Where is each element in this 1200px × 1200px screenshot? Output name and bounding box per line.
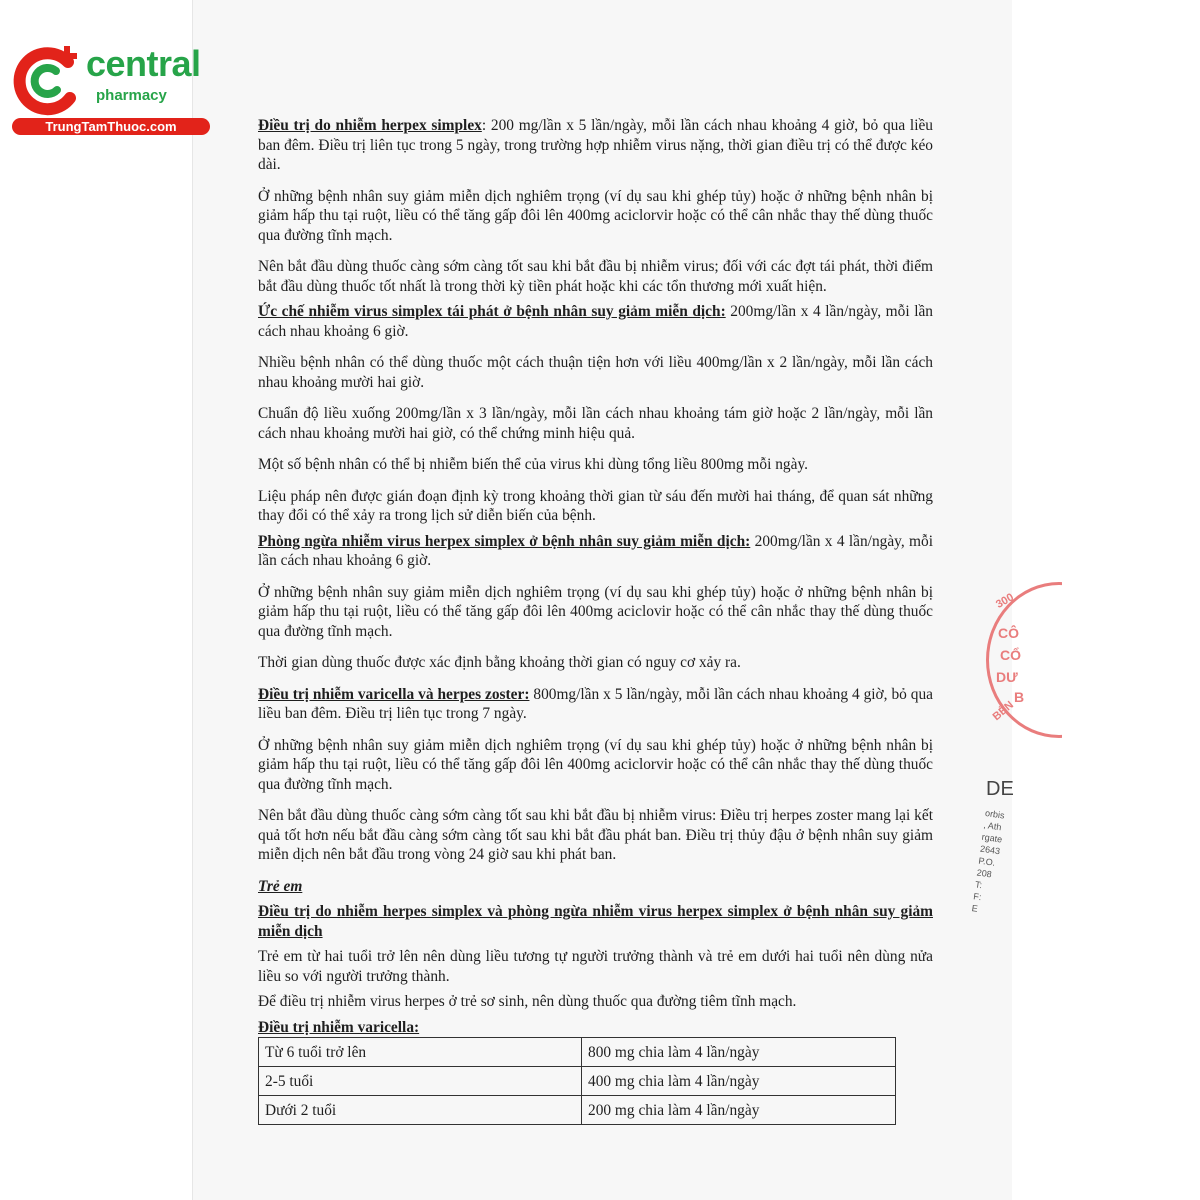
side-line: P.O. <box>977 855 996 868</box>
paragraph: Điều trị nhiễm varicella và herpes zoster: 800mg/lần x 5 lần/ngày, mỗi lần cách nhau khoảng 4 giờ, bỏ qua liều ban đêm. Điều trị liên tục trong 7 ngày. <box>258 685 933 722</box>
stamp-text: CÔ <box>998 625 1019 641</box>
table-row <box>259 1067 896 1096</box>
table-cell-age: 2-5 tuổi <box>259 1067 582 1096</box>
paragraph: Để điều trị nhiễm virus herpes ở trẻ sơ sinh, nên dùng thuốc qua đường tiêm tĩnh mạch. <box>258 993 797 1010</box>
children-subheading: Điều trị do nhiễm herpes simplex và phòng ngừa nhiễm virus herpex simplex ở bệnh nhân suy giảm miễn dịch <box>258 903 933 940</box>
paragraph: Liệu pháp nên được gián đoạn định kỳ trong khoảng thời gian từ sáu đến mười hai tháng, để quan sát những thay đổi có thể xảy ra trong lịch sử diễn biến của bệnh. <box>258 487 933 524</box>
paragraph: Ở những bệnh nhân suy giảm miễn dịch nghiêm trọng (ví dụ sau khi ghép tủy) hoặc ở những bệnh nhân bị giảm hấp thu tại ruột, liều có thể tăng gấp đôi lên 400mg aciclorvir hoặc có thể cân nhắc thay thế dùng thuốc qua đường tĩnh mạch. <box>258 187 933 244</box>
paragraph: Thời gian dùng thuốc được xác định bằng khoảng thời gian có nguy cơ xảy ra. <box>258 654 741 671</box>
table-cell-age: Dưới 2 tuổi <box>259 1096 582 1125</box>
paragraph: Trẻ em từ hai tuổi trở lên nên dùng liều tương tự người trưởng thành và trẻ em dưới hai tuổi nên dùng nửa liều so với người trưởng thành. <box>258 948 933 985</box>
paragraph: Nhiều bệnh nhân có thể dùng thuốc một cách thuận tiện hơn với liều 400mg/lần x 2 lần/ngày, mỗi lần cách nhau khoảng mười hai giờ. <box>258 354 933 391</box>
paragraph: Điều trị do nhiễm herpex simplex: 200 mg/lần x 5 lần/ngày, mỗi lần cách nhau khoảng 4 giờ, bỏ qua liều ban đêm. Điều trị liên tục trong 5 ngày, trong trường hợp nhiễm virus nặng, thời gian điều trị có thể được kéo dài. <box>258 117 933 173</box>
paragraph: Ức chế nhiễm virus simplex tái phát ở bệnh nhân suy giảm miễn dịch: 200mg/lần x 4 lần/ngày, mỗi lần cách nhau khoảng 6 giờ. <box>258 303 933 340</box>
stamp-text: 300 <box>993 591 1016 611</box>
logo-mark-icon <box>10 38 90 118</box>
stamp-text: B <box>1014 689 1025 705</box>
table-cell-dose: 400 mg chia làm 4 lần/ngày <box>582 1067 896 1096</box>
side-line: 2643 <box>979 843 1001 857</box>
paragraph: Ở những bệnh nhân suy giảm miễn dịch nghiêm trọng (ví dụ sau khi ghép tủy) hoặc ở những bệnh nhân bị giảm hấp thu tại ruột, liều có thể tăng gấp đôi lên 400mg aciclorvir hoặc có thể cân nhắc thay thế dùng thuốc qua đường tĩnh mạch. <box>258 736 933 793</box>
varicella-heading: Điều trị nhiễm varicella: <box>258 1018 420 1036</box>
paragraph: Ở những bệnh nhân suy giảm miễn dịch nghiêm trọng (ví dụ sau khi ghép tủy) hoặc ở những bệnh nhân bị giảm hấp thu tại ruột, liều có thể tăng gấp đôi lên 400mg aciclovir hoặc có thể cân nhắc thay thế dùng thuốc qua đường tĩnh mạch. <box>258 583 933 640</box>
side-line: rgate <box>981 831 1003 845</box>
stamp-text: CỔ <box>1000 647 1021 663</box>
stamp-text: DƯ <box>996 669 1018 685</box>
dosage-table <box>258 1037 896 1125</box>
table-row <box>259 1096 896 1125</box>
paragraph: Một số bệnh nhân có thể bị nhiễm biến thể của virus khi dùng tổng liều 800mg mỗi ngày. <box>258 456 808 473</box>
stamp-text: BẾN <box>990 699 1017 724</box>
table-cell-dose: 200 mg chia làm 4 lần/ngày <box>582 1096 896 1125</box>
logo-url-banner: TrungTamThuoc.com <box>12 118 210 135</box>
red-stamp <box>982 582 1062 742</box>
side-line: 208 <box>976 867 993 880</box>
logo-name: central <box>86 43 201 84</box>
page-edge <box>192 0 193 1200</box>
table-row <box>259 1038 896 1067</box>
side-heading: DE <box>986 778 1014 800</box>
paragraph: Chuẩn độ liều xuống 200mg/lần x 3 lần/ngày, mỗi lần cách nhau khoảng tám giờ hoặc 2 lần/ngày, mỗi lần cách nhau khoảng mười hai giờ, có thể chứng minh hiệu quả. <box>258 405 933 442</box>
side-line: T: <box>974 879 983 891</box>
side-margin-text <box>971 778 1014 915</box>
table-cell-dose: 800 mg chia làm 4 lần/ngày <box>582 1038 896 1067</box>
side-line: E <box>971 903 979 914</box>
paragraph: Nên bắt đầu dùng thuốc càng sớm càng tốt sau khi bắt đầu bị nhiễm virus: Điều trị herpes zoster mang lại kết quả tốt hơn nếu bắt đầu càng sớm càng tốt sau khi bắt đầu phát ban. Điều trị thủy đậu ở bệnh nhân suy giảm miễn dịch nên bắt đầu trong vòng 24 giờ sau khi phát ban. <box>258 807 933 863</box>
side-line: , Ath <box>982 819 1003 833</box>
logo-subtitle: pharmacy <box>96 87 167 104</box>
section-title-children: Trẻ em <box>258 877 303 895</box>
side-line: F: <box>972 891 983 903</box>
table-cell-age: Từ 6 tuổi trở lên <box>259 1038 582 1067</box>
document-body <box>258 116 933 1125</box>
paragraph: Nên bắt đầu dùng thuốc càng sớm càng tốt sau khi bắt đầu bị nhiễm virus; đối với các đợt tái phát, thời điểm bắt đầu dùng thuốc tốt nhất là trong thời kỳ tiền phát hoặc khi các tổn thương mới xuất hiện. <box>258 258 933 295</box>
side-line: orbis <box>984 807 1006 821</box>
paragraph: Phòng ngừa nhiễm virus herpex simplex ở bệnh nhân suy giảm miễn dịch: 200mg/lần x 4 lần/ngày, mỗi lần cách nhau khoảng 6 giờ. <box>258 532 933 569</box>
